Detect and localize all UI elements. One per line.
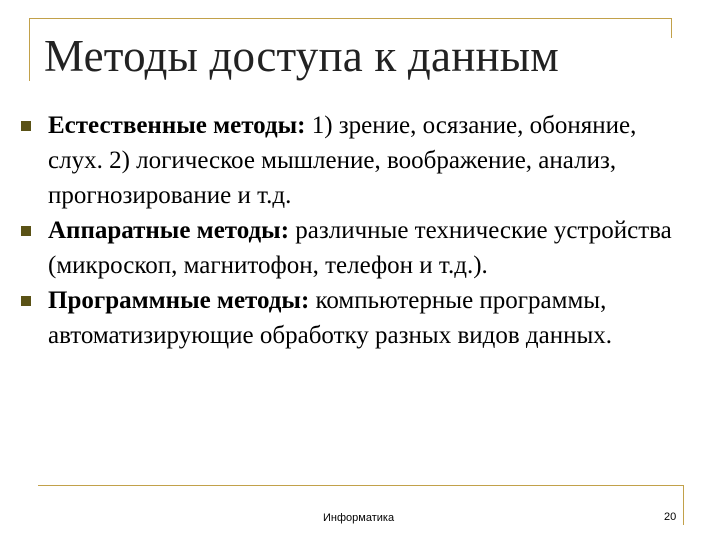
bullet-heading: Аппаратные методы: bbox=[48, 217, 290, 244]
footer-text: Информатика bbox=[323, 512, 395, 524]
footer-line bbox=[38, 485, 683, 486]
bullet-text: компьютерные программы, автоматизирующие обработку разных видов данных. bbox=[48, 287, 613, 349]
square-bullet-icon bbox=[21, 121, 31, 131]
frame-line-left bbox=[29, 18, 30, 81]
bullet-list bbox=[18, 108, 688, 353]
page-number: 20 bbox=[664, 511, 677, 523]
square-bullet-icon bbox=[21, 296, 31, 306]
footer-line-right bbox=[683, 485, 684, 525]
bullet-text: различные технические устройства (микроскоп, магнитофон, телефон и т.д.). bbox=[48, 217, 672, 279]
bullet-heading: Программные методы: bbox=[48, 287, 310, 314]
slide-title: Методы доступа к данным bbox=[44, 31, 559, 81]
bullet-item-natural-methods bbox=[18, 108, 688, 213]
bullet-heading: Естественные методы: bbox=[48, 112, 306, 139]
bullet-item-software-methods bbox=[18, 283, 688, 353]
bullet-item-hardware-methods bbox=[18, 213, 688, 283]
bullet-text: 1) зрение, осязание, обоняние, слух. 2) логическое мышление, воображение, анализ, прогнозирование и т.д. bbox=[48, 112, 637, 209]
frame-line-top bbox=[29, 18, 671, 19]
square-bullet-icon bbox=[21, 226, 31, 236]
